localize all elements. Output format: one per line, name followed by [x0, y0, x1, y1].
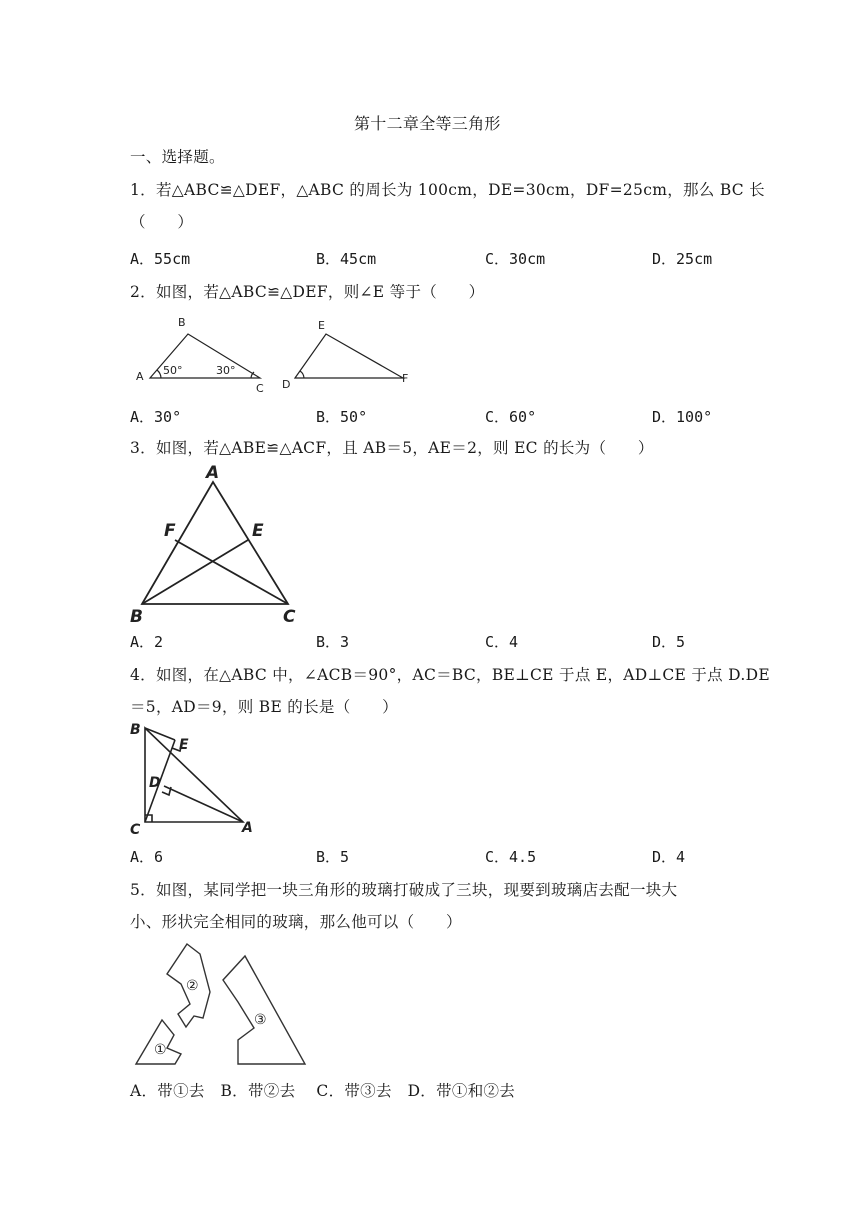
- page-title: 第十二章全等三角形: [354, 114, 501, 133]
- q3-label-b: B: [130, 607, 143, 627]
- question-3-option-d: D．5: [652, 633, 686, 651]
- question-1-blank: （ ）: [130, 213, 194, 231]
- question-5-stem: 5．如图，某同学把一块三角形的玻璃打破成了三块，现要到玻璃店去配一块大: [130, 881, 678, 899]
- q4-label-a: A: [242, 820, 253, 836]
- question-5-options: A．带①去 B．带②去 C．带③去 D．带①和②去: [130, 1082, 516, 1100]
- q2-label-f: F: [402, 372, 409, 385]
- question-3-figure: [128, 464, 308, 626]
- question-5-stem-cont: 小、形状完全相同的玻璃，那么他可以（ ）: [130, 913, 462, 931]
- q5-piece-2-label: ②: [186, 978, 199, 994]
- q3-label-c: C: [283, 607, 296, 627]
- question-4-option-c: C．4.5: [485, 848, 537, 866]
- question-5-figure: [130, 940, 310, 1070]
- q5-piece-1-label: ①: [154, 1042, 167, 1058]
- question-2-option-c: C．60°: [485, 408, 537, 426]
- question-1-option-b: B．45cm: [316, 250, 377, 268]
- question-1-option-c: C．30cm: [485, 250, 546, 268]
- section-heading: 一、选择题。: [130, 148, 225, 166]
- question-2-option-b: B．50°: [316, 408, 368, 426]
- q4-label-e: E: [179, 737, 189, 753]
- q4-label-b: B: [130, 722, 141, 738]
- question-4-figure: [128, 720, 263, 838]
- q5-piece-3-label: ③: [254, 1012, 267, 1028]
- q4-label-d: D: [149, 775, 161, 791]
- q2-label-e: E: [318, 319, 325, 332]
- q2-label-c: C: [256, 382, 264, 395]
- q2-angle-c: 30°: [216, 364, 236, 377]
- question-3-option-c: C．4: [485, 633, 519, 651]
- question-3-option-b: B．3: [316, 633, 350, 651]
- q3-label-a: A: [206, 463, 220, 483]
- question-2-option-d: D．100°: [652, 408, 713, 426]
- question-4-option-b: B．5: [316, 848, 350, 866]
- question-2-stem: 2．如图，若△ABC≌△DEF，则∠E 等于（ ）: [130, 283, 485, 301]
- question-2-option-a: A．30°: [130, 408, 182, 426]
- question-4-stem: 4．如图，在△ABC 中，∠ACB＝90°，AC＝BC，BE⊥CE 于点 E，AD⊥CE 于点 D.DE: [130, 666, 770, 684]
- q2-angle-a: 50°: [163, 364, 183, 377]
- question-2-figure: [130, 312, 420, 397]
- question-3-option-a: A．2: [130, 633, 164, 651]
- question-1-option-d: D．25cm: [652, 250, 713, 268]
- glass-piece-3: [223, 956, 305, 1064]
- q4-label-c: C: [130, 822, 141, 838]
- q2-label-a: A: [136, 370, 144, 383]
- question-3-stem: 3．如图，若△ABE≌△ACF，且 AB＝5，AE＝2，则 EC 的长为（ ）: [130, 439, 654, 457]
- q2-label-d: D: [282, 378, 291, 391]
- question-4-option-a: A．6: [130, 848, 164, 866]
- question-1-option-a: A．55cm: [130, 250, 191, 268]
- question-4-stem-cont: ＝5，AD＝9，则 BE 的长是（ ）: [130, 698, 398, 716]
- question-1-stem: 1．若△ABC≌△DEF，△ABC 的周长为 100cm，DE=30cm，DF=25cm，那么 BC 长: [130, 181, 765, 199]
- question-4-option-d: D．4: [652, 848, 686, 866]
- q3-label-e: E: [252, 521, 264, 541]
- q2-label-b: B: [178, 316, 186, 329]
- q3-label-f: F: [164, 521, 176, 541]
